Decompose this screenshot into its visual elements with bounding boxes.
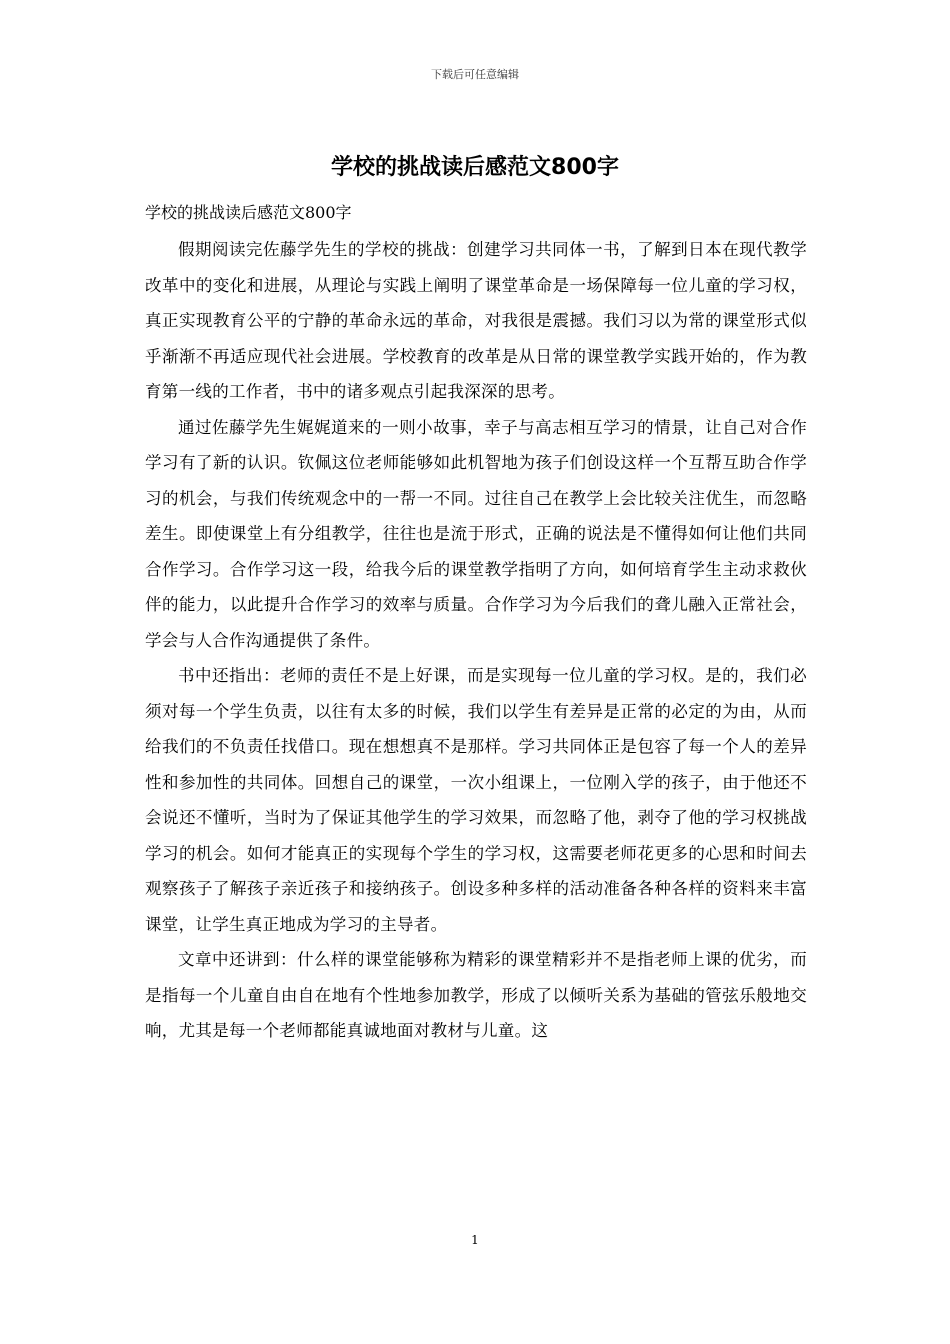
body-paragraph: 假期阅读完佐藤学先生的学校的挑战：创建学习共同体一书，了解到日本在现代教学改革中的变化和进展，从理论与实践上阐明了课堂革命是一场保障每一位儿童的学习权，真正实现教育公平的宁静的革命永远的革命，对我很是震撼。我们习以为常的课堂形式似乎渐渐不再适应现代社会进展。学校教育的改革是从日常的课堂教学实践开始的，作为教育第一线的工作者，书中的诸多观点引起我深深的思考。 [145, 240, 807, 401]
document-title: 学校的挑战读后感范文800字 [331, 155, 619, 180]
document-subtitle: 学校的挑战读后感范文800字 [145, 203, 352, 222]
body-paragraph: 书中还指出：老师的责任不是上好课，而是实现每一位儿童的学习权。是的，我们必须对每一个学生负责，以往有太多的时候，我们以学生有差异是正常的必定的为由，从而给我们的不负责任找借口。现在想想真不是那样。学习共同体正是包容了每一个人的差异性和参加性的共同体。回想自己的课堂，一次小组课上，一位刚入学的孩子，由于他还不会说还不懂听，当时为了保证其他学生的学习效果，而忽略了他，剥夺了他的学习权挑战学习的机会。如何才能真正的实现每个学生的学习权，这需要老师花更多的心思和时间去观察孩子了解孩子亲近孩子和接纳孩子。创设多种多样的活动准备各种各样的资料来丰富课堂，让学生真正地成为学习的主导者。 [145, 666, 807, 934]
body-paragraph: 通过佐藤学先生娓娓道来的一则小故事，幸子与高志相互学习的情景，让自己对合作学习有了新的认识。钦佩这位老师能够如此机智地为孩子们创设这样一个互帮互助合作学习的机会，与我们传统观念中的一帮一不同。过往自己在教学上会比较关注优生，而忽略差生。即使课堂上有分组教学，往往也是流于形式，正确的说法是不懂得如何让他们共同合作学习。合作学习这一段，给我今后的课堂教学指明了方向，如何培育学生主动求救伙伴的能力，以此提升合作学习的效率与质量。合作学习为今后我们的聋儿融入正常社会，学会与人合作沟通提供了条件。 [145, 417, 807, 650]
page-number: 1 [471, 1233, 479, 1247]
document-body [145, 232, 807, 1049]
body-paragraph: 文章中还讲到：什么样的课堂能够称为精彩的课堂精彩并不是指老师上课的优劣，而是指每一个儿童自由自在地有个性地参加教学，形成了以倾听关系为基础的管弦乐般地交响，尤其是每一个老师都能真诚地面对教材与儿童。这 [145, 950, 807, 1040]
header-note: 下载后可任意编辑 [431, 68, 519, 81]
